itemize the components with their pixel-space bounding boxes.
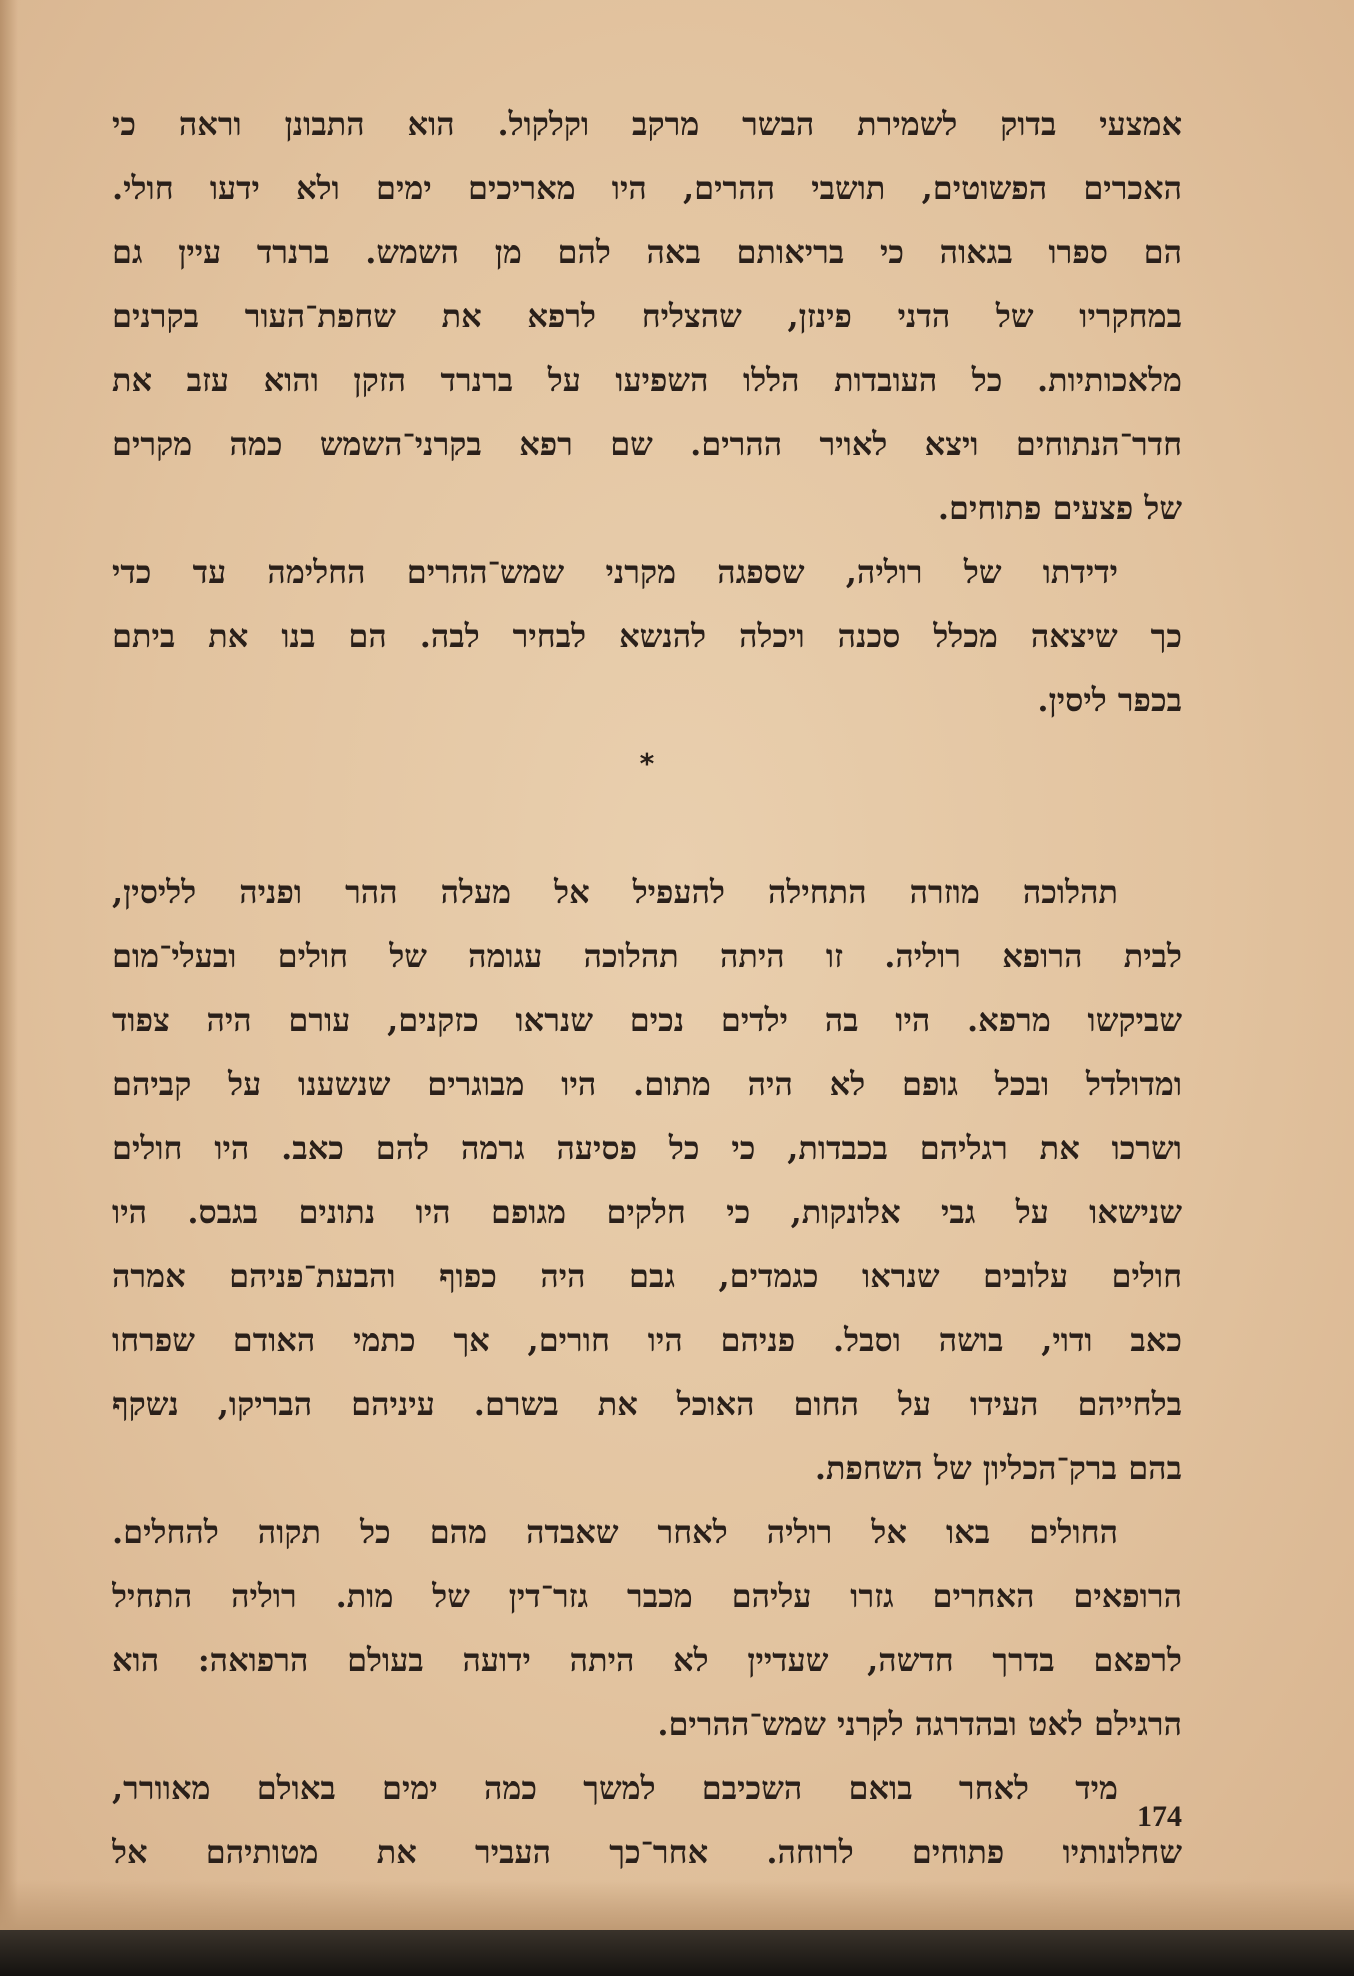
text-line: הם ספרו בגאוה כי בריאותם באה להם מן השמש. ברנרד עיין גם — [112, 233, 1182, 271]
text-line: חולים עלובים שנראו כגמדים, גבם היה כפוף והבעת־פניהם אמרה — [112, 1257, 1182, 1295]
text-line: שביקשו מרפא. היו בה ילדים נכים שנראו כזקנים, עורם היה צפוד — [112, 1001, 1182, 1039]
text-line: החולים באו אל רוליה לאחר שאבדה מהם כל תקוה להחלים. — [112, 1513, 1118, 1551]
page-edge-shadow — [0, 0, 18, 1930]
text-line: ומדולדל ובכל גופם לא היה מתום. היו מבוגרים שנשענו על קביהם — [112, 1065, 1182, 1103]
paragraph-3 — [112, 860, 1182, 1500]
text-line: הרופאים האחרים גזרו עליהם מכבר גזר־דין של מות. רוליה התחיל — [112, 1577, 1182, 1615]
text-line: ושרכו את רגליהם בכבדות, כי כל פסיעה גרמה להם כאב. היו חולים — [112, 1129, 1182, 1167]
text-line: שחלונותיו פתוחים לרוחה. אחר־כך העביר את מטותיהם אל — [112, 1833, 1182, 1871]
paragraph-4 — [112, 1500, 1182, 1756]
text-line: בכפר ליסין. — [1037, 681, 1182, 719]
text-line: תהלוכה מוזרה התחילה להעפיל אל מעלה ההר ופניה לליסין, — [112, 873, 1118, 911]
text-line: כאב ודוי, בושה וסבל. פניהם היו חורים, אך כתמי האודם שפרחו — [112, 1321, 1182, 1359]
text-line: בהם ברק־הכליון של השחפת. — [814, 1449, 1182, 1487]
text-line: מלאכותיות. כל העובדות הללו השפיעו על ברנרד הזקן והוא עזב את — [112, 361, 1182, 399]
text-line: לבית הרופא רוליה. זו היתה תהלוכה עגומה של חולים ובעלי־מום — [112, 937, 1182, 975]
paragraph-2 — [112, 540, 1182, 732]
body-text — [112, 92, 1182, 1884]
section-separator: * — [639, 747, 655, 780]
text-line: של פצעים פתוחים. — [937, 489, 1182, 527]
paragraph-1 — [112, 92, 1182, 540]
text-line: מיד לאחר בואם השכיבם למשך כמה ימים באולם מאוורר, — [112, 1769, 1118, 1807]
text-line: האכרים הפשוטים, תושבי ההרים, היו מאריכים ימים ולא ידעו חולי. — [112, 169, 1182, 207]
scan-bottom-border — [0, 1930, 1354, 1976]
text-line: שנישאו על גבי אלונקות, כי חלקים מגופם היו נתונים בגבס. היו — [112, 1193, 1182, 1231]
page-bottom-shadow — [0, 1880, 1354, 1930]
text-line: במחקריו של הדני פינזן, שהצליח לרפא את שחפת־העור בקרנים — [112, 297, 1182, 335]
text-line: בלחייהם העידו על החום האוכל את בשרם. עיניהם הבריקו, נשקף — [112, 1385, 1182, 1423]
text-line: ידידתו של רוליה, שספגה מקרני שמש־ההרים החלימה עד כדי — [112, 553, 1118, 591]
text-line: הרגילם לאט ובהדרגה לקרני שמש־ההרים. — [657, 1705, 1182, 1743]
text-line: אמצעי בדוק לשמירת הבשר מרקב וקלקול. הוא התבונן וראה כי — [112, 105, 1182, 143]
page-number: 174 — [1137, 1800, 1182, 1833]
text-line: לרפאם בדרך חדשה, שעדיין לא היתה ידועה בעולם הרפואה: הוא — [112, 1641, 1182, 1679]
paragraph-5 — [112, 1756, 1182, 1884]
text-line: כך שיצאה מכלל סכנה ויכלה להנשא לבחיר לבה. הם בנו את ביתם — [112, 617, 1182, 655]
text-line: חדר־הנתוחים ויצא לאויר ההרים. שם רפא בקרני־השמש כמה מקרים — [112, 425, 1182, 463]
